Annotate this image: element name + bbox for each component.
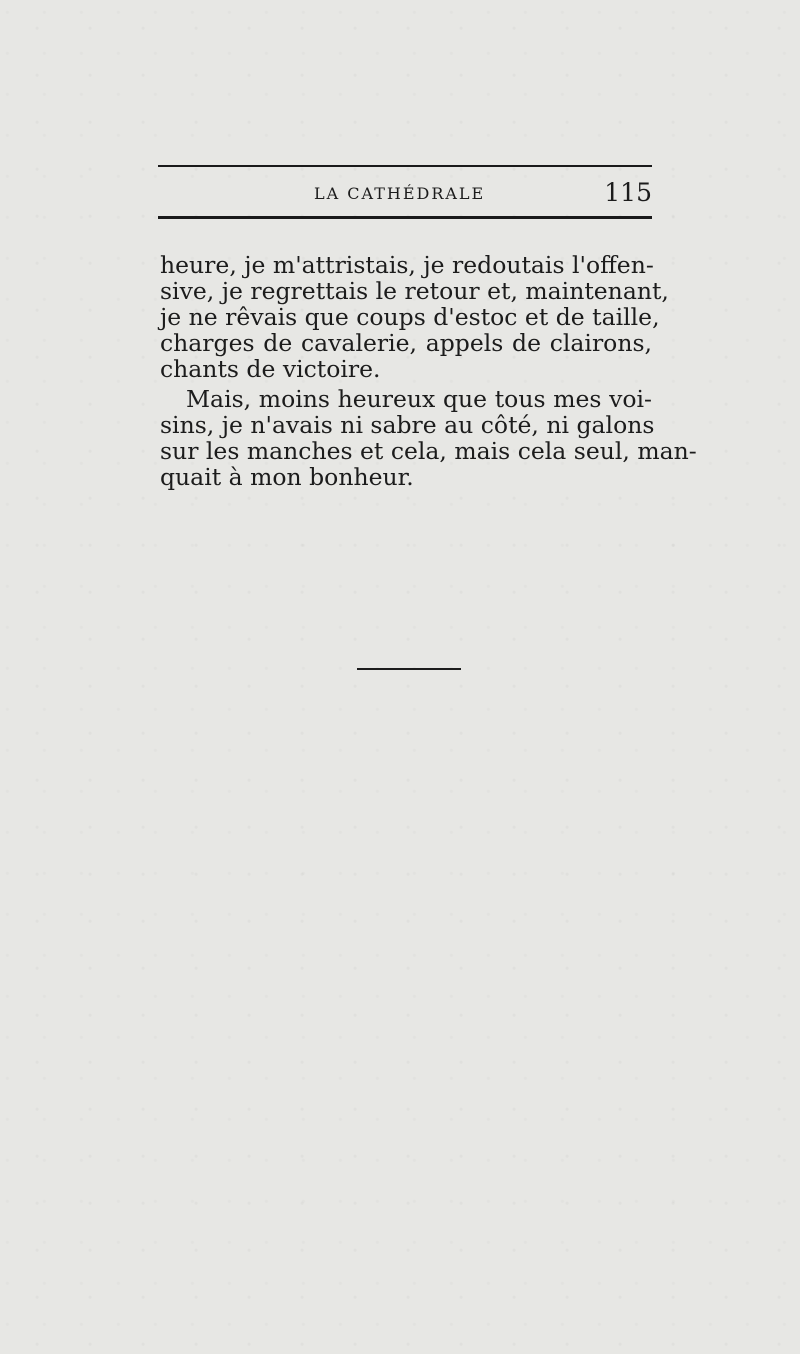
text-line: je ne rêvais que coups d'estoc et de taille, <box>160 303 660 331</box>
text-line: sive, je regrettais le retour et, maintenant, <box>160 277 669 305</box>
paragraph <box>160 251 669 383</box>
text-line: heure, je m'attristais, je redoutais l'offen- <box>160 251 654 279</box>
text-line: quait à mon bonheur. <box>160 463 414 491</box>
header-bottom-rule <box>158 216 652 219</box>
paragraph <box>160 385 697 491</box>
running-head <box>158 180 652 208</box>
page-number: 115 <box>604 178 652 207</box>
running-title: LA CATHÉDRALE <box>314 184 486 203</box>
header-top-rule <box>158 165 652 167</box>
text-line: sins, je n'avais ni sabre au côté, ni galons <box>160 411 655 439</box>
text-line: sur les manches et cela, mais cela seul, man- <box>160 437 697 465</box>
text-line: Mais, moins heureux que tous mes voi- <box>186 385 652 413</box>
body-text <box>160 251 697 491</box>
text-line: charges de cavalerie, appels de clairons, <box>160 329 652 357</box>
text-line: chants de victoire. <box>160 355 381 383</box>
section-end-rule <box>357 668 461 670</box>
